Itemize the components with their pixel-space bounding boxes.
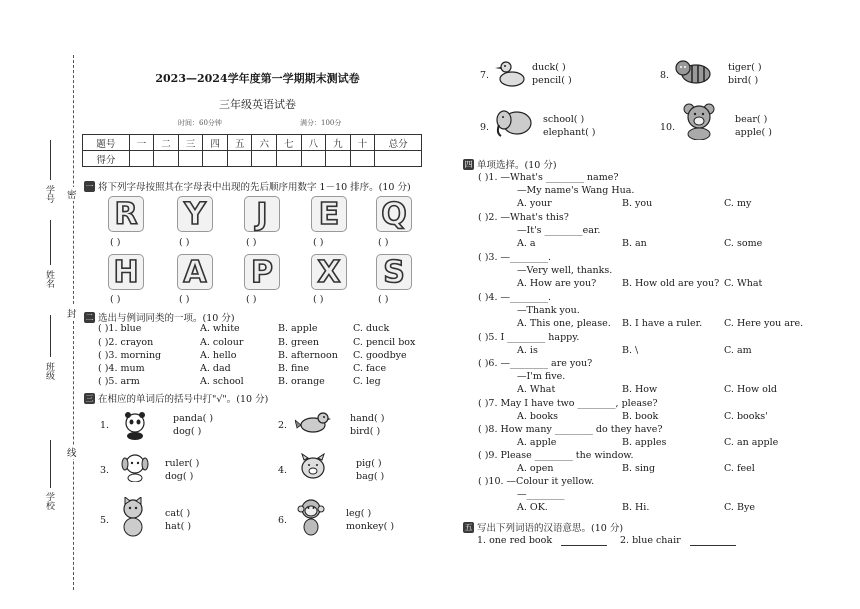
mc-option-c[interactable]: C. am <box>724 345 752 356</box>
mc-option-b[interactable]: B. How <box>622 384 658 395</box>
classify-option-c: C. leg <box>353 376 381 387</box>
mc-question[interactable]: ( )4. —________. <box>478 292 552 303</box>
mc-question[interactable]: ( )3. —________. <box>478 252 552 263</box>
answer-paren[interactable]: ( ) <box>246 294 257 305</box>
class-line <box>50 315 51 357</box>
classify-question[interactable]: ( )4. mum <box>98 363 145 374</box>
section-5-number: 五 <box>464 522 473 532</box>
classify-question[interactable]: ( )5. arm <box>98 376 140 387</box>
item-number: 2. <box>278 420 288 431</box>
item-number: 4. <box>278 465 288 476</box>
score-cell: 二 <box>154 135 179 151</box>
mc-option-c[interactable]: C. my <box>724 198 752 209</box>
school-label: 学校 <box>44 492 54 510</box>
answer-paren[interactable]: ( ) <box>179 237 190 248</box>
mc-option-a[interactable]: A. apple <box>517 437 557 448</box>
mc-option-c[interactable]: C. books' <box>724 411 768 422</box>
school-line <box>50 440 51 488</box>
tick-word[interactable]: hand( ) <box>350 413 385 424</box>
exam-full-score: 满分：100分 <box>300 119 342 127</box>
tick-word[interactable]: bag( ) <box>356 471 385 482</box>
classify-option-c: C. goodbye <box>353 350 407 361</box>
section-5-heading <box>463 520 623 534</box>
score-input-cell[interactable] <box>154 151 179 167</box>
item-number: 9. <box>480 122 490 133</box>
answer-paren[interactable]: ( ) <box>378 237 389 248</box>
binding-dashed-line <box>73 55 75 590</box>
section-4-number: 四 <box>464 159 473 169</box>
score-table <box>82 134 422 167</box>
mc-question[interactable]: ( )5. I ________ happy. <box>478 332 580 343</box>
mc-option-a[interactable]: A. books <box>517 411 559 422</box>
section-4-heading <box>463 157 557 171</box>
mc-option-a[interactable]: A. This one, please. <box>517 318 611 329</box>
letter-tile: J <box>244 196 280 232</box>
section-1-heading <box>84 179 411 193</box>
mc-option-b[interactable]: B. you <box>622 198 653 209</box>
mc-option-c[interactable]: C. Here you are. <box>724 318 804 329</box>
bird-picture <box>295 408 331 438</box>
score-row-label: 得分 <box>83 151 130 167</box>
answer-paren[interactable]: ( ) <box>378 294 389 305</box>
exam-subtitle: 三年级英语试卷 <box>219 98 296 111</box>
mc-question[interactable]: ( )8. How many ________ do they have? <box>478 424 663 435</box>
student-number-label: 学号 <box>44 185 54 203</box>
mc-option-b[interactable]: B. book <box>622 411 659 422</box>
mc-option-a[interactable]: A. How are you? <box>517 278 597 289</box>
tick-word[interactable]: pig( ) <box>356 458 382 469</box>
section-4-instruction: 单项选择。(10 分) <box>477 160 557 171</box>
mc-option-c[interactable]: C. How old <box>724 384 777 395</box>
translate-item <box>477 535 607 546</box>
score-input-cell[interactable] <box>178 151 203 167</box>
student-number-line <box>50 140 51 180</box>
mc-option-a[interactable]: A. a <box>517 238 536 249</box>
score-input-cell[interactable] <box>301 151 326 167</box>
mc-question[interactable]: ( )6. —________ are you? <box>478 358 593 369</box>
mc-question[interactable]: ( )2. —What's this? <box>478 212 569 223</box>
classify-option-a: A. colour <box>200 337 244 348</box>
answer-paren[interactable]: ( ) <box>313 237 324 248</box>
mc-option-b[interactable]: B. sing <box>622 463 656 474</box>
classify-question[interactable]: ( )3. morning <box>98 350 162 361</box>
translate-answer-blank[interactable] <box>690 545 736 546</box>
tick-word[interactable]: monkey( ) <box>346 521 395 532</box>
classify-option-c: C. duck <box>353 323 390 334</box>
score-cell: 五 <box>227 135 252 151</box>
tick-word[interactable]: apple( ) <box>735 127 772 138</box>
bear-picture <box>680 102 718 140</box>
mc-option-c[interactable]: C. an apple <box>724 437 779 448</box>
section-3-heading <box>84 391 268 405</box>
score-cell: 四 <box>203 135 228 151</box>
letter-tile: S <box>376 254 412 290</box>
answer-paren[interactable]: ( ) <box>246 237 257 248</box>
classify-option-b: B. orange <box>278 376 325 387</box>
cat-picture <box>115 497 151 537</box>
tick-word[interactable]: bird( ) <box>350 426 381 437</box>
seal-char-feng: 封 <box>67 306 77 320</box>
answer-paren[interactable]: ( ) <box>313 294 324 305</box>
mc-response-line: —My name's Wang Hua. <box>517 185 635 196</box>
mc-response-line: —I'm five. <box>517 371 566 382</box>
mc-question[interactable]: ( )7. May I have two ________, please? <box>478 398 658 409</box>
classify-option-a: A. school <box>200 376 244 387</box>
score-cell: 总分 <box>375 135 422 151</box>
classify-question[interactable]: ( )2. crayon <box>98 337 154 348</box>
classify-question[interactable]: ( )1. blue <box>98 323 142 334</box>
score-cell: 三 <box>178 135 203 151</box>
mc-question[interactable]: ( )10. —Colour it yellow. <box>478 476 595 487</box>
tick-word[interactable]: leg( ) <box>346 508 372 519</box>
classify-option-b: B. apple <box>278 323 318 334</box>
score-input-cell[interactable] <box>277 151 302 167</box>
duck-picture <box>494 58 530 88</box>
mc-option-b[interactable]: B. I have a ruler. <box>622 318 703 329</box>
letter-tile: H <box>108 254 144 290</box>
score-cell: 十 <box>350 135 375 151</box>
tiger-picture <box>674 56 714 88</box>
mc-option-c[interactable]: C. some <box>724 238 763 249</box>
tick-word[interactable]: elephant( ) <box>543 127 596 138</box>
letter-tile: P <box>244 254 280 290</box>
pig-picture <box>295 453 331 483</box>
tick-word[interactable]: ruler( ) <box>165 458 200 469</box>
score-cell: 题号 <box>83 135 130 151</box>
letter-tile: Y <box>177 196 213 232</box>
classify-option-a: A. hello <box>200 350 237 361</box>
score-table-header-row <box>83 135 422 151</box>
score-input-cell[interactable] <box>375 151 422 167</box>
section-1-instruction: 将下列字母按照其在字母表中出现的先后顺序用数字 1－10 排序。(10 分) <box>98 182 411 193</box>
score-cell: 一 <box>129 135 154 151</box>
mc-question[interactable]: ( )1. —What's ________ name? <box>478 172 619 183</box>
monkey-picture <box>293 497 329 537</box>
score-input-cell[interactable] <box>129 151 154 167</box>
seal-char-mi: 密 <box>67 187 77 201</box>
mc-option-a[interactable]: A. OK. <box>517 502 548 513</box>
answer-paren[interactable]: ( ) <box>179 294 190 305</box>
score-cell: 八 <box>301 135 326 151</box>
score-cell: 九 <box>326 135 351 151</box>
panda-picture <box>117 410 153 440</box>
item-number: 3. <box>100 465 110 476</box>
mc-response-line: —Very well, thanks. <box>517 265 613 276</box>
tick-word[interactable]: bird( ) <box>728 75 759 86</box>
letter-tile: X <box>311 254 347 290</box>
mc-question[interactable]: ( )9. Please ________ the window. <box>478 450 634 461</box>
class-label: 班级 <box>44 362 54 380</box>
classify-option-c: C. face <box>353 363 387 374</box>
mc-response-line: —________ <box>517 489 565 500</box>
name-line <box>50 220 51 265</box>
section-2-number: 二 <box>85 312 94 322</box>
mc-option-a[interactable]: A. What <box>517 384 556 395</box>
score-cell: 七 <box>277 135 302 151</box>
tick-word[interactable]: hat( ) <box>165 521 192 532</box>
score-input-cell[interactable] <box>203 151 228 167</box>
item-number: 1. <box>100 420 110 431</box>
score-input-cell[interactable] <box>227 151 252 167</box>
translate-phrase: 2. blue chair <box>620 535 681 546</box>
dog-picture <box>117 452 153 482</box>
section-2-instruction: 选出与例词同类的一项。(10 分) <box>98 313 235 324</box>
section-5-instruction: 写出下列词语的汉语意思。(10 分) <box>477 523 624 534</box>
mc-option-b[interactable]: B. apples <box>622 437 667 448</box>
mc-option-c[interactable]: C. What <box>724 278 763 289</box>
score-table-score-row <box>83 151 422 167</box>
tick-word[interactable]: pencil( ) <box>532 75 572 86</box>
section-1-number: 一 <box>85 181 94 191</box>
mc-option-c[interactable]: C. feel <box>724 463 755 474</box>
score-input-cell[interactable] <box>252 151 277 167</box>
classify-option-b: B. fine <box>278 363 310 374</box>
tick-word[interactable]: duck( ) <box>532 62 566 73</box>
tick-word[interactable]: bear( ) <box>735 114 768 125</box>
classify-option-a: A. white <box>200 323 240 334</box>
exam-time: 时间：60分钟 <box>178 119 222 127</box>
item-number: 10. <box>660 122 676 133</box>
item-number: 8. <box>660 70 670 81</box>
mc-option-b[interactable]: B. \ <box>622 345 639 356</box>
classify-option-a: A. dad <box>200 363 231 374</box>
tick-word[interactable]: panda( ) <box>173 413 214 424</box>
mc-option-b[interactable]: B. Hi. <box>622 502 650 513</box>
section-3-instruction: 在相应的单词后的括号中打"√"。(10 分) <box>98 394 269 405</box>
mc-option-a[interactable]: A. your <box>517 198 552 209</box>
item-number: 5. <box>100 515 110 526</box>
mc-response-line: —It's ________ear. <box>517 225 601 236</box>
tick-word[interactable]: tiger( ) <box>728 62 762 73</box>
classify-option-b: B. afternoon <box>278 350 338 361</box>
score-input-cell[interactable] <box>326 151 351 167</box>
mc-response-line: —Thank you. <box>517 305 580 316</box>
section-2-heading <box>84 310 235 324</box>
mc-option-a[interactable]: A. open <box>517 463 554 474</box>
section-3-number: 三 <box>85 393 94 403</box>
exam-title: 2023—2024学年度第一学期期末测试卷 <box>155 72 360 85</box>
letter-tile: A <box>177 254 213 290</box>
score-cell: 六 <box>252 135 277 151</box>
item-number: 6. <box>278 515 288 526</box>
translate-item <box>620 535 736 546</box>
mc-option-c[interactable]: C. Bye <box>724 502 755 513</box>
mc-option-b[interactable]: B. an <box>622 238 647 249</box>
tick-word[interactable]: school( ) <box>543 114 585 125</box>
letter-tile: R <box>108 196 144 232</box>
tick-word[interactable]: dog( ) <box>165 471 194 482</box>
name-label: 姓名 <box>44 270 54 288</box>
translate-phrase: 1. one red book <box>477 535 553 546</box>
translate-answer-blank[interactable] <box>561 545 607 546</box>
elephant-picture <box>493 105 535 139</box>
mc-option-a[interactable]: A. is <box>517 345 538 356</box>
classify-option-b: B. green <box>278 337 320 348</box>
seal-char-xian: 线 <box>67 445 77 459</box>
answer-paren[interactable]: ( ) <box>110 237 121 248</box>
item-number: 7. <box>480 70 490 81</box>
tick-word[interactable]: cat( ) <box>165 508 191 519</box>
answer-paren[interactable]: ( ) <box>110 294 121 305</box>
mc-option-b[interactable]: B. How old are you? <box>622 278 720 289</box>
score-input-cell[interactable] <box>350 151 375 167</box>
tick-word[interactable]: dog( ) <box>173 426 202 437</box>
letter-tile: E <box>311 196 347 232</box>
classify-option-c: C. pencil box <box>353 337 416 348</box>
letter-tile: Q <box>376 196 412 232</box>
